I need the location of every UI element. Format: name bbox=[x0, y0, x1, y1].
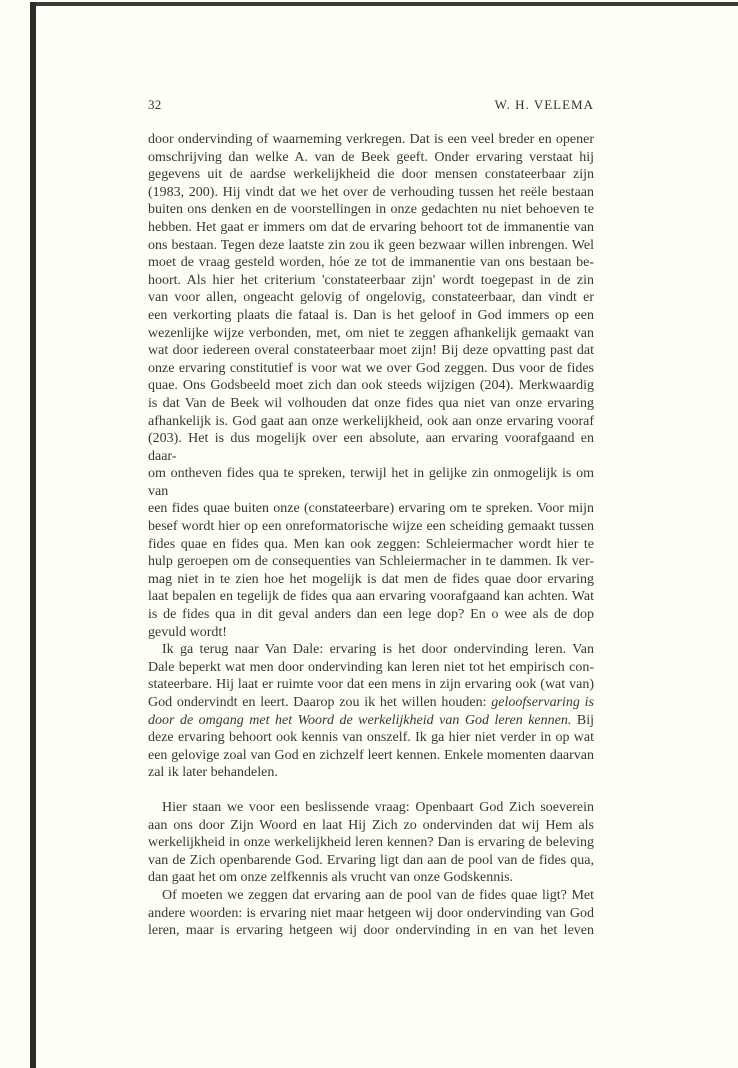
text-line: wat door iedereen overal constateerbaar moet zijn! Bij deze opvatting past dat bbox=[148, 343, 594, 359]
text-line: is dat Van de Beek wil volhouden dat onze fides qua niet van onze ervaring bbox=[148, 395, 594, 411]
text-line: om ontheven fides qua te spreken, terwijl het in gelijke zin onmogelijk is om van bbox=[148, 466, 594, 499]
text-line: Hier staan we voor een beslissende vraag: Openbaart God Zich soeverein bbox=[162, 799, 594, 815]
paragraph-2 bbox=[148, 641, 594, 782]
text-line: andere woorden: is ervaring niet maar hetgeen wij door ondervinding van God bbox=[148, 905, 594, 921]
text-line: moet de vraag gesteld worden, hóe ze tot de immanentie van ons bestaan be- bbox=[148, 255, 594, 271]
text-line: hebben. Het gaat er immers om dat de ervaring behoort tot de immanentie van bbox=[148, 219, 594, 235]
italic-definition: geloofservaring is bbox=[491, 695, 594, 710]
text-line: dan gaat het om onze zelfkennis als vrucht van onze Godskennis. bbox=[148, 870, 514, 886]
scan-edge-left bbox=[30, 2, 36, 1068]
italic-definition: door de omgang met het Woord de werkelijkheid van God leren kennen. bbox=[148, 712, 572, 728]
text-line: onze ervaring constitutief is voor wat we over God zeggen. Dus voor de fides bbox=[148, 360, 594, 376]
text-line: Of moeten we zeggen dat ervaring aan de pool van de fides quae ligt? Met bbox=[162, 887, 594, 903]
text-line: Dale beperkt wat men door ondervinding kan leren niet tot het empirisch con- bbox=[148, 659, 594, 675]
text-line: gevuld wordt! bbox=[148, 624, 227, 640]
text-line: deze ervaring behoort ook kennis van onszelf. Ik ga hier niet verder in op wat bbox=[148, 730, 594, 746]
scan-edge-top bbox=[32, 2, 738, 6]
text-line: fides quae en fides qua. Men kan ook zeggen: Schleiermacher wordt hier te bbox=[148, 536, 594, 552]
text-line: een fides quae buiten onze (constateerbare) ervaring om te spreken. Voor mijn bbox=[148, 501, 594, 517]
text-line: afhankelijk is. God gaat aan onze werkelijkheid, ook aan onze ervaring vooraf bbox=[148, 413, 594, 429]
text-line: een gelovige zoal van God en zichzelf leert kennen. Enkele momenten daarvan bbox=[148, 747, 594, 763]
text-line: stateerbare. Hij laat er ruimte voor dat een mens in zijn ervaring ook (wat van) bbox=[148, 677, 594, 693]
text-line: door ondervinding of waarneming verkregen. Dat is een veel breder en opener bbox=[148, 132, 594, 147]
text-line: werkelijkheid in onze werkelijkheid leren kennen? Dan is ervaring de beleving bbox=[148, 835, 594, 851]
text-line: mag niet in te zien hoe het mogelijk is dat men de fides quae door ervaring bbox=[148, 571, 594, 587]
text-line: van de Zich openbarende God. Ervaring ligt dan aan de pool van de fides qua, bbox=[148, 852, 594, 868]
running-head: W. H. VELEMA bbox=[494, 97, 594, 112]
paragraph-4 bbox=[148, 887, 594, 940]
text-line: gegevens uit de aardse werkelijkheid die door mensen constateerbaar zijn bbox=[148, 167, 594, 183]
text-line: een verkorting plaats die fataal is. Dan is het geloof in God immers op een bbox=[148, 307, 594, 323]
text-line: buiten ons denken en de voorstellingen in onze gedachten nu niet behoeven te bbox=[148, 202, 594, 218]
text-line: Ik ga terug naar Van Dale: ervaring is het door ondervinding leren. Van bbox=[162, 642, 594, 658]
text-line: zal ik later behandelen. bbox=[148, 765, 278, 781]
text-line: aan ons door Zijn Woord en laat Hij Zich zo ondervinden dat wij Hem als bbox=[148, 817, 594, 833]
text-line: van voor allen, ongeacht gelovig of ongelovig, constateerbaar, dan vindt er bbox=[148, 290, 594, 306]
text-line: hoort. Als hier het criterium 'constateerbaar zijn' wordt toegepast in de zin bbox=[148, 272, 594, 288]
text-line: (203). Het is dus mogelijk over een absolute, aan ervaring voorafgaand en daar- bbox=[148, 431, 594, 464]
text-line: God ondervindt en leert. Daarop zou ik het willen houden: geloofservaring is bbox=[148, 695, 594, 710]
paragraph-1 bbox=[148, 131, 594, 641]
page-number: 32 bbox=[148, 97, 162, 112]
text-line: leren, maar is ervaring hetgeen wij door ondervinding in en van het leven bbox=[148, 923, 594, 939]
text-line: omschrijving dan welke A. van de Beek geeft. Onder ervaring verstaat hij bbox=[148, 149, 594, 165]
text-line: quae. Ons Godsbeeld moet zich dan ook steeds wijzigen (204). Merkwaardig bbox=[148, 378, 594, 394]
text-line: wezenlijke wijze verbonden, met, om niet te zeggen afhankelijk gemaakt van bbox=[148, 325, 594, 341]
text-line: door de omgang met het Woord de werkelijkheid van God leren kennen. Bij bbox=[148, 712, 594, 728]
paragraph-3 bbox=[148, 799, 594, 887]
text-line: ons bestaan. Tegen deze laatste zin zou ik geen bezwaar willen inbrengen. Wel bbox=[148, 237, 594, 253]
text-line: (1983, 200). Hij vindt dat we het over de verhouding tussen het reële bestaan bbox=[148, 184, 594, 200]
body-text bbox=[148, 131, 594, 940]
text-line: laat bepalen en tegelijk de fides qua aan ervaring voorafgaand kan achten. Wat bbox=[148, 589, 594, 605]
text-line: besef wordt hier op een onreformatorische wijze een scheiding gemaakt tussen bbox=[148, 519, 594, 535]
text-line: hulp geroepen om de consequenties van Schleiermacher in te dammen. Ik ver- bbox=[148, 554, 594, 570]
text-line: is de fides qua in dit geval anders dan een lege dop? En o wee als de dop bbox=[148, 607, 594, 623]
